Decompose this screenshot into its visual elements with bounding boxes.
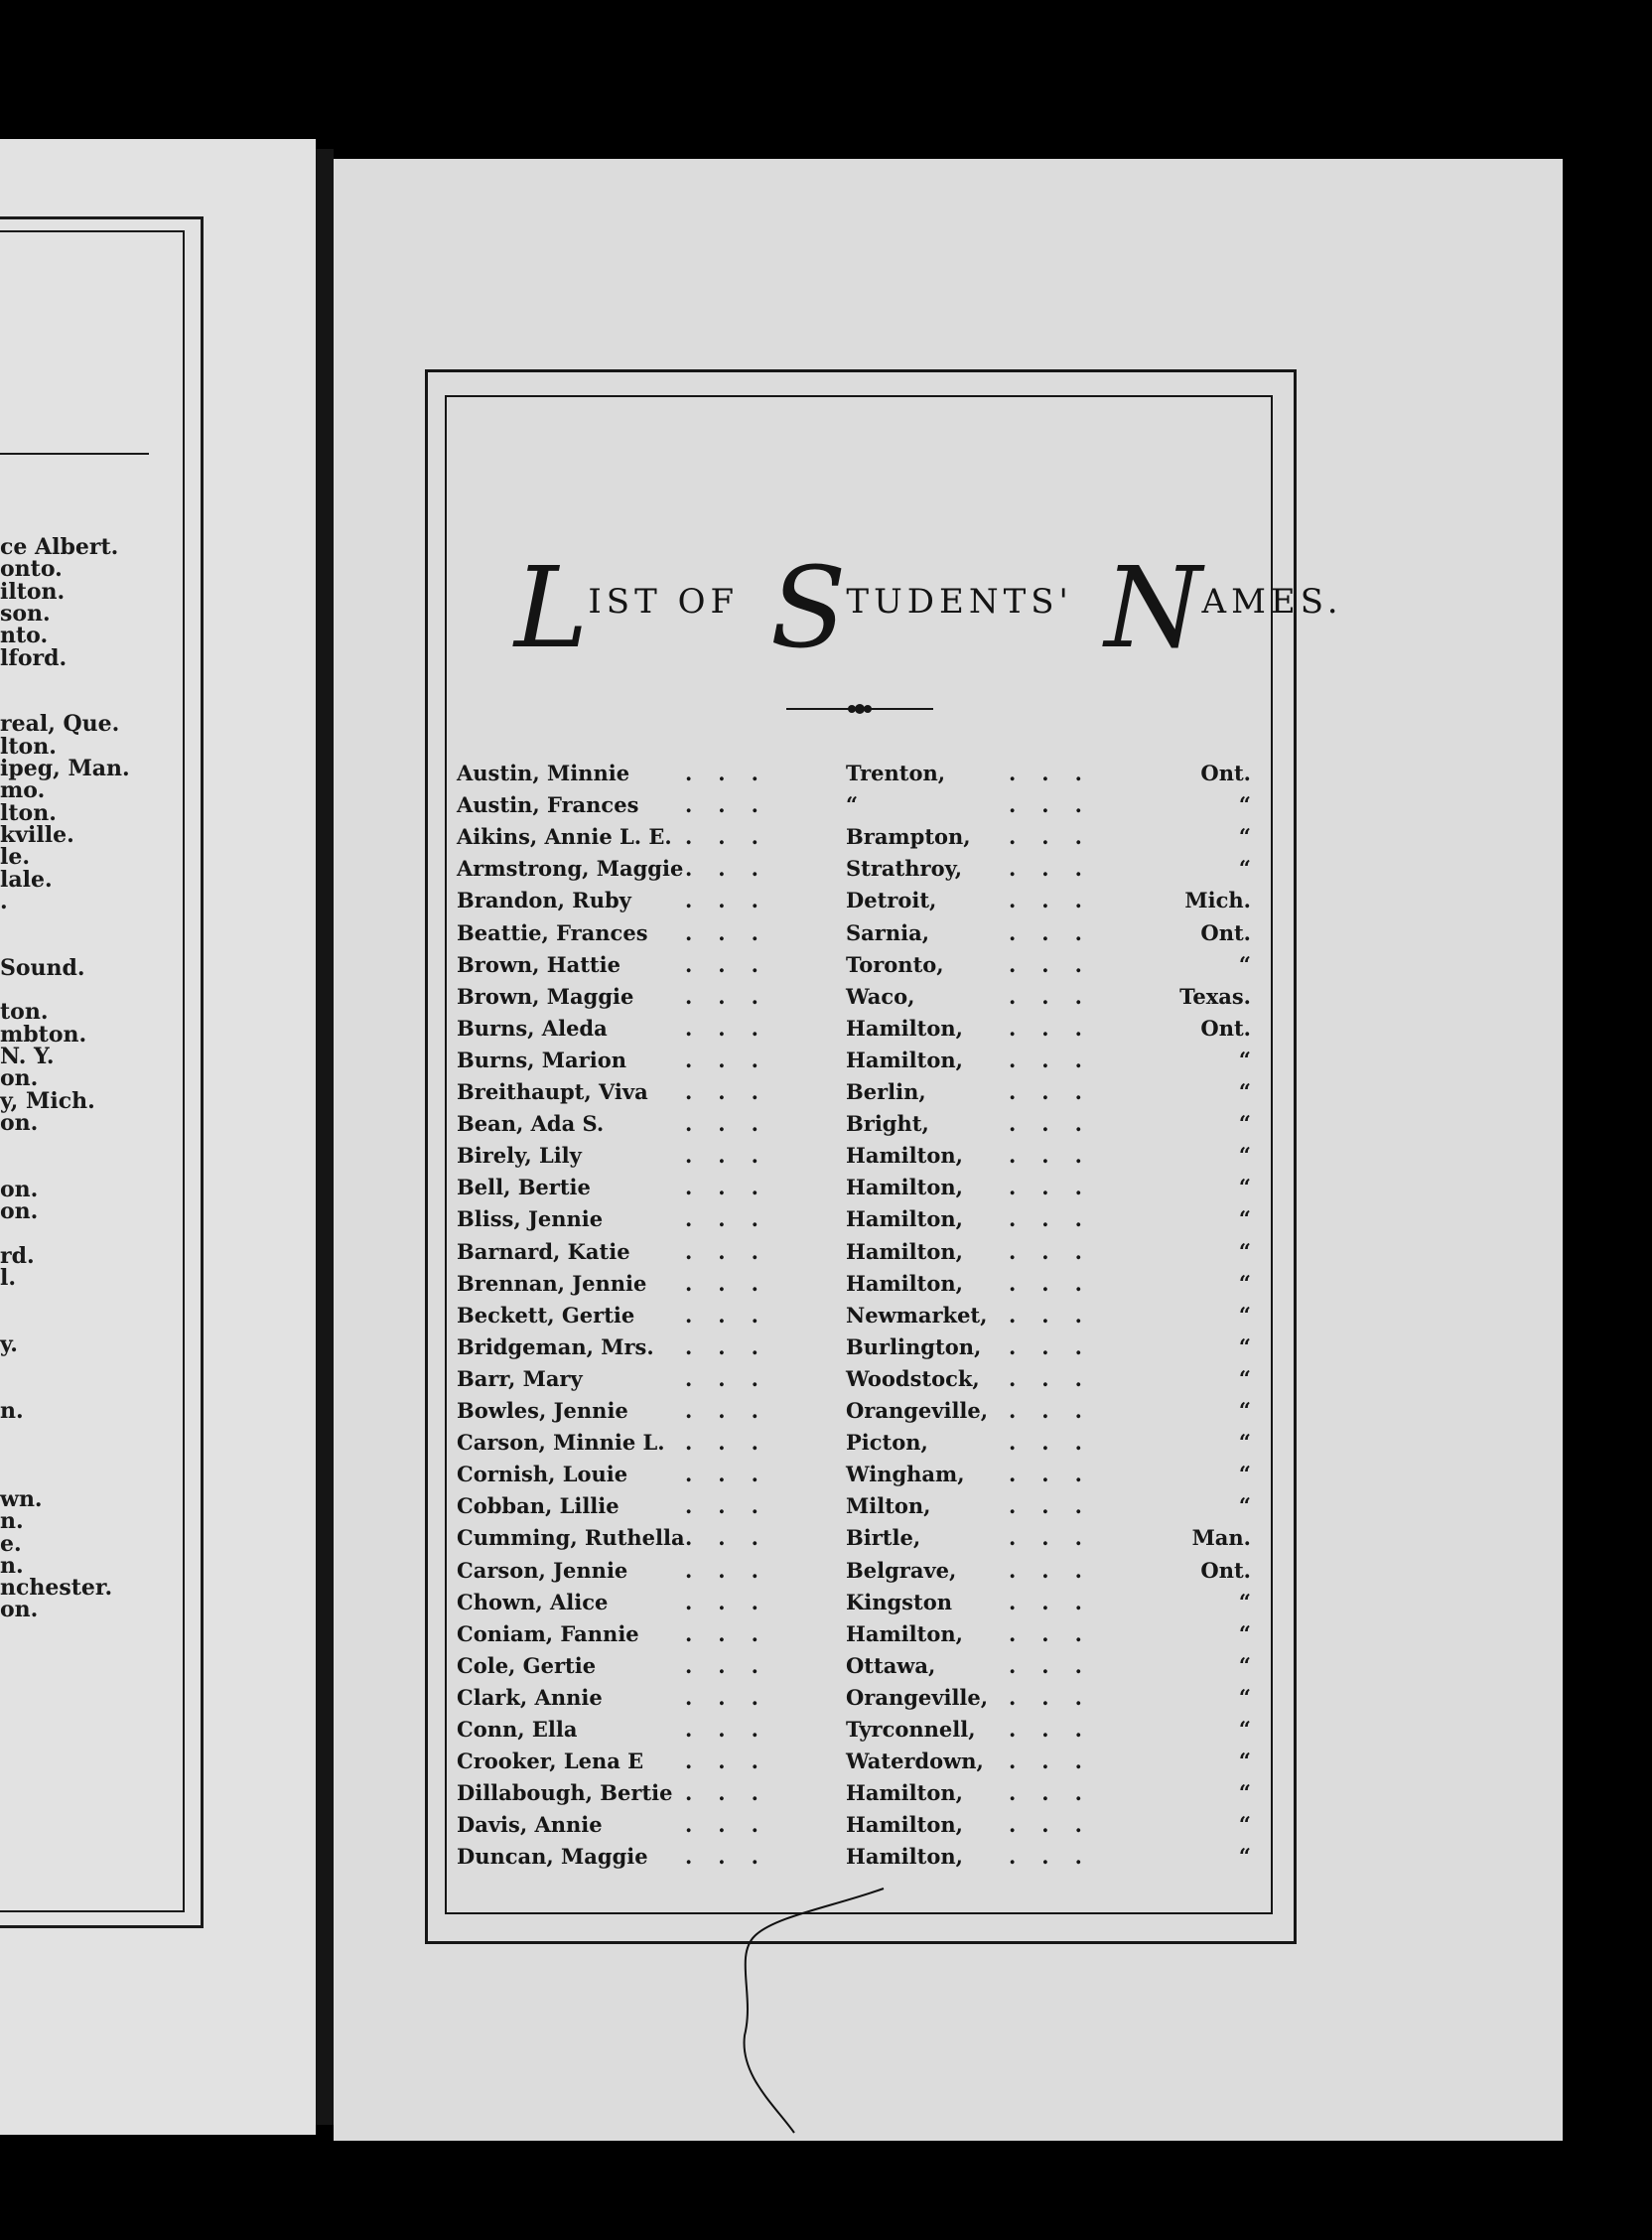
student-province: “	[1238, 1111, 1251, 1137]
leader-dots: ...	[1009, 1365, 1108, 1391]
stray-hair-mark	[715, 1887, 913, 2135]
leader-dots: ...	[685, 888, 784, 913]
leader-dots: ...	[1009, 1749, 1108, 1774]
left-page-line: n.	[0, 1508, 24, 1535]
student-name: Birely, Lily	[457, 1143, 582, 1169]
student-province: Ont.	[1200, 1557, 1251, 1583]
leader-dots: ...	[1009, 1015, 1108, 1041]
leader-dots: ...	[685, 1365, 784, 1391]
student-town: Berlin,	[846, 1079, 926, 1104]
left-page-line: onto.	[0, 556, 63, 583]
student-row	[0, 1462, 1652, 1493]
student-town: Hamilton,	[846, 1780, 963, 1806]
left-page-line: ilton.	[0, 578, 66, 605]
leader-dots: ...	[1009, 1238, 1108, 1264]
left-page-line: wn.	[0, 1485, 43, 1512]
student-row	[0, 1079, 1652, 1111]
student-name: Burns, Marion	[457, 1047, 626, 1072]
leader-dots: ...	[1009, 1812, 1108, 1838]
student-name: Burns, Aleda	[457, 1015, 608, 1041]
student-row	[0, 1303, 1652, 1334]
student-town: Tyrconnell,	[846, 1717, 976, 1742]
student-province: “	[1238, 824, 1251, 850]
student-name: Breithaupt, Viva	[457, 1079, 648, 1104]
student-row	[0, 1334, 1652, 1366]
student-town: Strathroy,	[846, 856, 963, 882]
left-page-line: le.	[0, 844, 31, 871]
leader-dots: ...	[1009, 919, 1108, 945]
left-page-line: mbton.	[0, 1021, 87, 1048]
student-town: Hamilton,	[846, 1175, 963, 1200]
student-name: Davis, Annie	[457, 1812, 603, 1838]
student-town: Hamilton,	[846, 1143, 963, 1169]
student-row	[0, 1590, 1652, 1621]
title-ornament-rule	[786, 703, 933, 715]
left-page-line: e.	[0, 1530, 22, 1557]
student-province: “	[1238, 1652, 1251, 1678]
leader-dots: ...	[685, 1430, 784, 1456]
student-province: “	[1238, 1175, 1251, 1200]
leader-dots: ...	[685, 1175, 784, 1200]
leader-dots: ...	[1009, 1684, 1108, 1710]
leader-dots: ...	[1009, 1652, 1108, 1678]
left-page-line: lford.	[0, 644, 68, 671]
leader-dots: ...	[685, 792, 784, 818]
student-province: “	[1238, 1333, 1251, 1359]
left-page-line: son.	[0, 600, 51, 627]
student-province: Mich.	[1184, 888, 1251, 913]
leader-dots: ...	[1009, 1430, 1108, 1456]
leader-dots: ...	[1009, 1398, 1108, 1423]
leader-dots: ...	[1009, 1780, 1108, 1806]
leader-dots: ...	[685, 761, 784, 785]
leader-dots: ...	[685, 1684, 784, 1710]
leader-dots: ...	[685, 1749, 784, 1774]
left-page-line: Sound.	[0, 954, 85, 981]
student-row	[0, 1430, 1652, 1462]
student-name: Barr, Mary	[457, 1365, 583, 1391]
student-row	[0, 1685, 1652, 1717]
student-name: Brown, Hattie	[457, 951, 620, 977]
student-town: Waco,	[846, 983, 915, 1009]
student-town: Picton,	[846, 1430, 928, 1456]
leader-dots: ...	[685, 1270, 784, 1296]
leader-dots: ...	[685, 1844, 784, 1870]
student-row	[0, 952, 1652, 984]
leader-dots: ...	[1009, 792, 1108, 818]
student-name: Carson, Jennie	[457, 1557, 628, 1583]
student-row	[0, 1749, 1652, 1780]
left-page-line: nto.	[0, 623, 49, 649]
leader-dots: ...	[1009, 888, 1108, 913]
student-town: Waterdown,	[846, 1749, 984, 1774]
leader-dots: ...	[685, 1302, 784, 1328]
leader-dots: ...	[1009, 1111, 1108, 1137]
student-name: Beckett, Gertie	[457, 1302, 635, 1328]
student-name: Chown, Alice	[457, 1589, 609, 1614]
leader-dots: ...	[685, 1015, 784, 1041]
leader-dots: ...	[1009, 1333, 1108, 1359]
student-row	[0, 821, 1652, 856]
student-province: “	[1238, 1270, 1251, 1296]
student-province: “	[1238, 1780, 1251, 1806]
student-row	[0, 1398, 1652, 1430]
student-town: Hamilton,	[846, 1047, 963, 1072]
leader-dots: ...	[685, 1652, 784, 1678]
student-province: “	[1238, 1749, 1251, 1774]
student-row	[0, 920, 1652, 952]
leader-dots: ...	[1009, 1620, 1108, 1646]
student-name: Brennan, Jennie	[457, 1270, 647, 1296]
student-province: “	[1238, 1812, 1251, 1838]
student-town: Kingston	[846, 1589, 952, 1614]
leader-dots: ...	[1009, 824, 1108, 850]
student-row	[0, 792, 1652, 824]
student-name: Bridgeman, Mrs.	[457, 1333, 654, 1359]
student-row	[0, 1143, 1652, 1175]
title-initial-s: S	[769, 544, 847, 673]
leader-dots: ...	[685, 824, 784, 850]
leader-dots: ...	[1009, 1717, 1108, 1742]
left-page-line: on.	[0, 1176, 39, 1202]
leader-dots: ...	[685, 983, 784, 1009]
student-town: Hamilton,	[846, 1270, 963, 1296]
student-town: Trenton,	[846, 761, 946, 785]
student-name: Carson, Minnie L.	[457, 1430, 665, 1456]
student-province: Man.	[1191, 1525, 1251, 1551]
leader-dots: ...	[685, 919, 784, 945]
student-province: “	[1238, 1844, 1251, 1870]
student-name: Bowles, Jennie	[457, 1398, 628, 1423]
leader-dots: ...	[1009, 1557, 1108, 1583]
leader-dots: ...	[685, 1111, 784, 1137]
leader-dots: ...	[685, 1717, 784, 1742]
leader-dots: ...	[1009, 1047, 1108, 1072]
student-row	[0, 1653, 1652, 1685]
left-page-line: mo.	[0, 777, 46, 804]
student-name: Bliss, Jennie	[457, 1206, 604, 1232]
student-row	[0, 1621, 1652, 1653]
left-page-line: nchester.	[0, 1575, 113, 1602]
page-title	[514, 544, 1343, 673]
student-town: Toronto,	[846, 951, 944, 977]
leader-dots: ...	[1009, 1844, 1108, 1870]
student-row	[0, 1175, 1652, 1206]
leader-dots: ...	[1009, 1493, 1108, 1519]
student-row	[0, 1206, 1652, 1238]
left-page-line: on.	[0, 1109, 39, 1136]
left-page-line: lton.	[0, 733, 57, 760]
student-province: “	[1238, 1143, 1251, 1169]
leader-dots: ...	[685, 1398, 784, 1423]
student-province: “	[1238, 1238, 1251, 1264]
student-row	[0, 856, 1652, 888]
leader-dots: ...	[1009, 1462, 1108, 1487]
student-town: Hamilton,	[846, 1620, 963, 1646]
leader-dots: ...	[1009, 1175, 1108, 1200]
leader-dots: ...	[685, 1620, 784, 1646]
student-row	[0, 1366, 1652, 1398]
student-name: Beattie, Frances	[457, 919, 648, 945]
leader-dots: ...	[685, 1206, 784, 1232]
student-town: Hamilton,	[846, 1206, 963, 1232]
student-name: Brandon, Ruby	[457, 888, 631, 913]
student-name: Armstrong, Maggie	[457, 856, 684, 882]
student-province: “	[1238, 856, 1251, 882]
leader-dots: ...	[1009, 1079, 1108, 1104]
student-name: Clark, Annie	[457, 1684, 603, 1710]
left-page-line: N. Y.	[0, 1043, 55, 1069]
student-province: “	[1238, 1365, 1251, 1391]
student-row	[0, 1493, 1652, 1525]
leader-dots: ...	[1009, 1302, 1108, 1328]
student-province: “	[1238, 1684, 1251, 1710]
leader-dots: ...	[1009, 983, 1108, 1009]
left-page-line: kville.	[0, 821, 74, 848]
left-page-line: ton.	[0, 999, 49, 1026]
left-page-line: l.	[0, 1264, 17, 1291]
leader-dots: ...	[685, 856, 784, 882]
student-province: “	[1238, 1430, 1251, 1456]
student-province: “	[1238, 1717, 1251, 1742]
student-province: “	[1238, 1047, 1251, 1072]
student-town: Milton,	[846, 1493, 931, 1519]
left-page-rule	[0, 453, 149, 455]
student-town: Ottawa,	[846, 1652, 936, 1678]
student-town: Woodstock,	[846, 1365, 980, 1391]
student-town: Wingham,	[846, 1462, 965, 1487]
student-row	[0, 1844, 1652, 1876]
student-province: “	[1238, 1589, 1251, 1614]
student-name: Brown, Maggie	[457, 983, 634, 1009]
student-town: Hamilton,	[846, 1844, 963, 1870]
student-name: Cobban, Lillie	[457, 1493, 620, 1519]
left-page-line: real, Que.	[0, 711, 120, 738]
student-row	[0, 1558, 1652, 1590]
student-name: Conn, Ella	[457, 1717, 578, 1742]
leader-dots: ...	[1009, 856, 1108, 882]
left-page-line: ce Albert.	[0, 534, 119, 560]
left-page-line: n.	[0, 1397, 24, 1424]
student-row	[0, 1717, 1652, 1749]
student-name: Cole, Gertie	[457, 1652, 597, 1678]
leader-dots: ...	[685, 1589, 784, 1614]
student-row	[0, 1111, 1652, 1143]
student-province: Ont.	[1200, 761, 1251, 785]
student-province: “	[1238, 792, 1251, 818]
student-row	[0, 1812, 1652, 1844]
student-name: Dillabough, Bertie	[457, 1780, 673, 1806]
leader-dots: ...	[1009, 1270, 1108, 1296]
leader-dots: ...	[685, 1812, 784, 1838]
leader-dots: ...	[1009, 951, 1108, 977]
student-town: Brampton,	[846, 824, 971, 850]
left-page-line: y, Mich.	[0, 1087, 95, 1114]
student-name: Duncan, Maggie	[457, 1844, 648, 1870]
student-name: Coniam, Fannie	[457, 1620, 639, 1646]
leader-dots: ...	[685, 1079, 784, 1104]
left-page-line: lale.	[0, 866, 53, 893]
student-row	[0, 1271, 1652, 1303]
student-name: Barnard, Katie	[457, 1238, 630, 1264]
title-initial-l: L	[514, 544, 589, 673]
student-town: Detroit,	[846, 888, 937, 913]
title-word-names: AMES.	[1201, 582, 1343, 622]
student-row	[0, 761, 1652, 792]
student-province: “	[1238, 1079, 1251, 1104]
student-province: “	[1238, 1620, 1251, 1646]
left-page-line: lton.	[0, 799, 57, 826]
student-province: “	[1238, 1493, 1251, 1519]
student-town: Hamilton,	[846, 1812, 963, 1838]
student-town: Newmarket,	[846, 1302, 988, 1328]
title-initial-n: N	[1104, 544, 1202, 673]
student-town: “	[846, 792, 859, 818]
leader-dots: ...	[1009, 1143, 1108, 1169]
student-province: Texas.	[1179, 983, 1251, 1009]
student-name: Cornish, Louie	[457, 1462, 628, 1487]
leader-dots: ...	[1009, 761, 1108, 785]
student-town: Orangeville,	[846, 1684, 989, 1710]
leader-dots: ...	[685, 1780, 784, 1806]
student-town: Burlington,	[846, 1333, 982, 1359]
student-name: Austin, Minnie	[457, 761, 630, 785]
student-name: Bell, Bertie	[457, 1175, 591, 1200]
student-town: Bright,	[846, 1111, 929, 1137]
student-name: Austin, Frances	[457, 792, 639, 818]
title-word-students: TUDENTS'	[846, 582, 1073, 622]
student-row	[0, 984, 1652, 1016]
left-page-line: .	[0, 888, 8, 914]
student-town: Sarnia,	[846, 919, 929, 945]
student-row	[0, 1016, 1652, 1048]
student-row	[0, 1048, 1652, 1079]
leader-dots: ...	[1009, 1589, 1108, 1614]
student-name: Aikins, Annie L. E.	[457, 824, 672, 850]
student-province: “	[1238, 1302, 1251, 1328]
leader-dots: ...	[685, 1047, 784, 1072]
leader-dots: ...	[1009, 1206, 1108, 1232]
leader-dots: ...	[685, 1238, 784, 1264]
leader-dots: ...	[685, 1333, 784, 1359]
left-page-line: on.	[0, 1597, 39, 1623]
leader-dots: ...	[685, 1557, 784, 1583]
student-town: Hamilton,	[846, 1015, 963, 1041]
left-page-line: y.	[0, 1330, 18, 1357]
title-word-list-of: IST OF	[588, 582, 740, 622]
leader-dots: ...	[685, 1525, 784, 1551]
leader-dots: ...	[685, 1143, 784, 1169]
student-town: Birtle,	[846, 1525, 921, 1551]
left-page-line: ipeg, Man.	[0, 756, 130, 781]
student-name: Crooker, Lena E	[457, 1749, 644, 1774]
student-row	[0, 1239, 1652, 1271]
student-town: Orangeville,	[846, 1398, 989, 1423]
student-province: “	[1238, 951, 1251, 977]
student-province: “	[1238, 1462, 1251, 1487]
student-row	[0, 1525, 1652, 1557]
student-row	[0, 888, 1652, 919]
leader-dots: ...	[685, 1493, 784, 1519]
student-province: “	[1238, 1206, 1251, 1232]
leader-dots: ...	[685, 1462, 784, 1487]
student-town: Hamilton,	[846, 1238, 963, 1264]
leader-dots: ...	[685, 951, 784, 977]
student-province: Ont.	[1200, 1015, 1251, 1041]
student-name: Cumming, Ruthella	[457, 1525, 685, 1551]
student-name: Bean, Ada S.	[457, 1111, 605, 1137]
left-page-line: on.	[0, 1065, 39, 1092]
left-page-line: on.	[0, 1198, 39, 1224]
student-province: “	[1238, 1398, 1251, 1423]
student-row	[0, 1780, 1652, 1812]
student-town: Belgrave,	[846, 1557, 957, 1583]
left-page-line: n.	[0, 1552, 24, 1579]
leader-dots: ...	[1009, 1525, 1108, 1551]
student-province: Ont.	[1200, 919, 1251, 945]
left-page-line: rd.	[0, 1242, 35, 1269]
